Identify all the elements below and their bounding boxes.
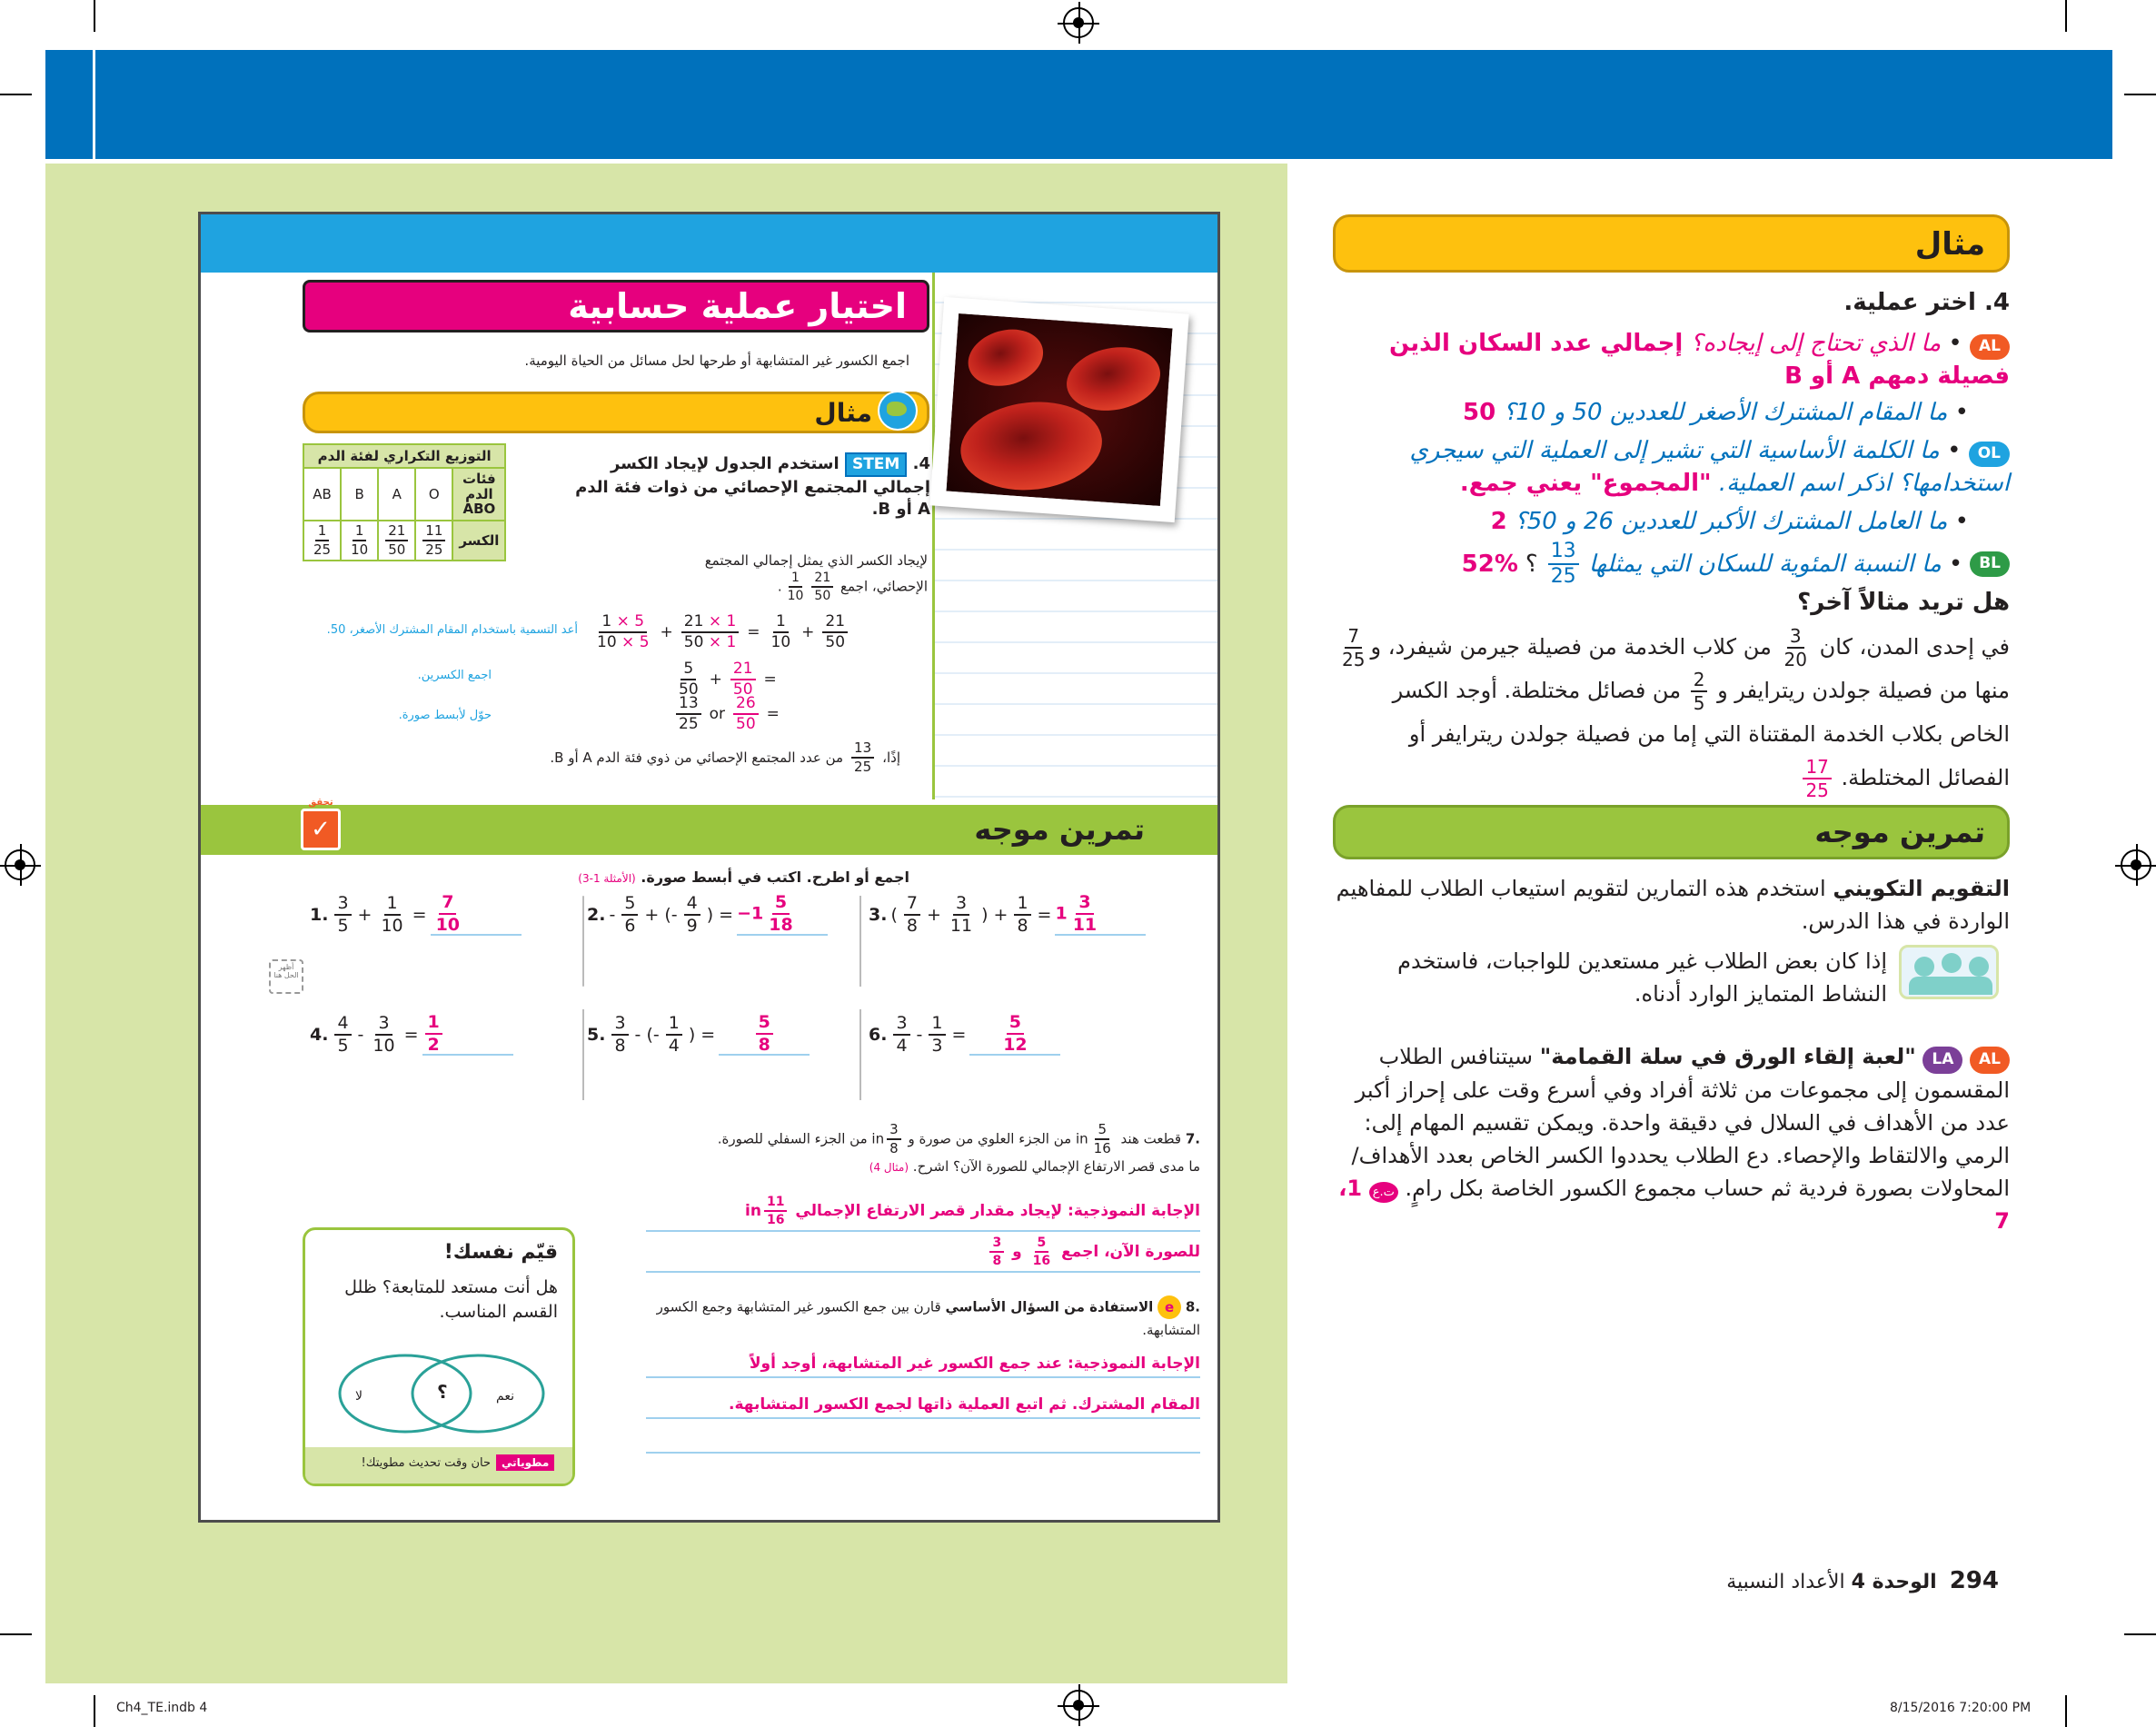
answer-line xyxy=(646,1452,1200,1454)
exercise-4: 4. $\frac{4}{5}$ - $\frac{3}{10}$ = $\frac{1}{2}$ xyxy=(310,1014,564,1056)
computation-step-1: $\frac{1 \times 5}{10 \times 5}$ + $\frac{21 \times 1}{50 \times 1}$ = $\frac{1}{10}$ + $\frac{21}{50}$ xyxy=(591,614,850,650)
divider xyxy=(859,1009,861,1100)
foldables-text: حان وقت تحديث مطويتك! xyxy=(361,1456,491,1470)
exercise-8-answer-2: المقام المشترك. ثم اتبع العملية ذاتها لجمع الكسور المتشابهة. xyxy=(646,1395,1200,1419)
tag-icon: ت.ع xyxy=(1369,1182,1398,1204)
registration-mark-right xyxy=(2121,849,2151,880)
foldables-bar xyxy=(305,1447,572,1484)
red-blood-cells-image xyxy=(946,313,1172,506)
fraction-o: $\frac{11}{25}$ xyxy=(415,521,452,561)
lesson-intro: اجمع الكسور غير المتشابهة أو طرحها لحل مسائل من الحياة اليومية. xyxy=(524,352,909,369)
question-ol-1: • ما المقام المشترك الأصغر للعددين 50 و 10؟ 50 xyxy=(1462,399,1969,426)
venn-no[interactable]: لا xyxy=(355,1389,363,1404)
stem-badge: STEM xyxy=(845,452,907,477)
file-name: Ch4_TE.indb 4 xyxy=(116,1701,208,1715)
problem-number: 4. xyxy=(912,454,930,473)
formative-assessment: التقويم التكويني استخدم هذه التمارين لتقويم استيعاب الطلاب للمفاهيم الواردة في هذا الدرس. xyxy=(1336,876,2010,934)
type-o: O xyxy=(415,468,452,521)
exercise-8-answer-1: الإجابة النموذجية: عند جمع الكسور غير المتشابهة، أوجد أولاً xyxy=(646,1355,1200,1378)
row-label-fraction: الكسر xyxy=(452,521,505,561)
type-b: B xyxy=(341,468,378,521)
lesson-title-banner xyxy=(303,280,929,332)
teacher-guided-bar xyxy=(1333,805,2010,859)
explain-line-1: لإيجاد الكسر الذي يمثل إجمالي المجتمع xyxy=(704,552,928,569)
exercise-2: 2. - $\frac{5}{6}$ + (- $\frac{4}{9}$ ) = −1 $\frac{5}{18}$ xyxy=(587,894,841,936)
computation-step-3: $\frac{13}{25}$ or $\frac{26}{50}$ = xyxy=(673,696,780,732)
exercise-7-answer-2: للصورة الآن، اجمع $\frac{5}{16}$ و $\frac{3}{8}$ xyxy=(646,1236,1200,1273)
explanation xyxy=(591,551,928,602)
teacher-guided-title: تمرين موجه xyxy=(1814,815,1985,849)
question-al: AL • ما الذي تحتاج إلى إيجاده؟ إجمالي عدد السكان الذين فصيلة دمهم A أو B xyxy=(1389,330,2010,391)
rate-text: هل أنت مستعد للمتابعة؟ ظلل القسم المناسب. xyxy=(344,1277,558,1322)
more-example-text: في إحدى المدن، كان $\frac{3}{20}$ من كلاب الخدمة من فصيلة جيرمن شيفرد، و $\frac{7}{25}$ منها من فصيلة جولدن ريترايفر و $\frac{2}{5}$ من فصائل مختلطة. أوجد الكسر الخاص بكلاب الخدمة المقتناة التي إما من فصيلة جولدن ريترايفر أو الفصائل المختلطة. $\frac{17}{25}$ xyxy=(1342,625,2010,801)
blood-type-table xyxy=(303,443,506,561)
exercise-5: 5. $\frac{3}{8}$ - (- $\frac{1}{4}$ ) = $\frac{5}{8}$ xyxy=(587,1014,841,1056)
exercise-7: .7 قطعت هند $\frac{5}{16}$ in من الجزء العلوي من صورة و $\frac{3}{8}$ in من الجزء السفلي للصورة. ما مدى قصر الارتفاع الإجمالي للصورة الآن؟ اشرح. (مثال 4) xyxy=(717,1121,1200,1175)
game-activity: AL LA "لعبة إلقاء الورق في سلة القمامة" سيتنافس الطلاب المقسمون إلى مجموعات من ثلاثة أفراد وفي أسرع وقت على إحراز أكبر عدد من الأهداف في السلال في دقيقة واحدة. ويمكن تقسيم المهام إلى: الرمي والالتقاط والإحصاء. دع الطلاب يحددوا الكسر الخاص بعدد الأهداف/المحاولات بصورة فردية ثم حساب مجموع الكسور الخاصة بكل رامٍ. ت.ع 1، 7 xyxy=(1338,1044,2010,1234)
unit-title: الأعداد النسبية xyxy=(1726,1571,1845,1593)
venn-question[interactable]: ؟ xyxy=(437,1381,448,1403)
example-problem xyxy=(560,452,930,521)
group-icon xyxy=(1899,945,1999,999)
essential-question-icon: e xyxy=(1157,1295,1181,1319)
fraction-b: $\frac{1}{10}$ xyxy=(341,521,378,561)
registration-mark-top xyxy=(1063,7,1094,38)
type-a: A xyxy=(378,468,415,521)
student-page xyxy=(198,212,1220,1523)
type-ab: AB xyxy=(303,468,341,521)
pill-al: AL xyxy=(1970,334,2010,360)
teacher-example-label: مثال xyxy=(1914,226,1985,263)
foldables-label: مطوياتي xyxy=(496,1454,554,1471)
exercise-7-answer-1: الإجابة النموذجية: لإيجاد مقدار قصر الارتفاع الإجمالي $\frac{11}{16}$ in xyxy=(646,1196,1200,1232)
guided-instructions: اجمع أو اطرح. اكتب في أبسط صورة. (الأمثلة 1-3) xyxy=(578,868,909,886)
divider xyxy=(859,896,861,987)
divider xyxy=(582,896,584,987)
computation-step-2: $\frac{5}{50}$ + $\frac{21}{50}$ = xyxy=(679,660,777,699)
fraction-ab: $\frac{1}{25}$ xyxy=(303,521,341,561)
conclusion: إذًا، $\frac{13}{25}$ من عدد المجتمع الإحصائي من ذوي فئة الدم A أو B. xyxy=(550,739,900,775)
student-page-header xyxy=(201,214,1217,273)
row-label-types: فئات الدم ABO xyxy=(452,468,505,521)
note-simplify: حوّل لأبسط صورة. xyxy=(398,709,492,722)
exercise-8: .8 e الاستفادة من السؤال الأساسي قارن بين جمع الكسور غير المتشابهة وجمع الكسور المتشابهة. xyxy=(646,1295,1200,1341)
teacher-item-title: 4. اختر عملية. xyxy=(1843,289,2010,316)
problem-text: استخدم الجدول لإيجاد الكسر إجمالي المجتمع الإحصائي من ذوات فئة الدم A أو B. xyxy=(575,454,930,520)
example-label: مثال xyxy=(814,398,872,428)
venn-yes[interactable]: نعم xyxy=(496,1389,514,1404)
question-bl: BL • ما النسبة المئوية للسكان التي يمثلها $\frac{13}{25}$ ؟ 52% xyxy=(1333,541,2010,587)
more-example-title: هل تريد مثالاً آخر؟ xyxy=(1797,589,2010,616)
lesson-title: اختيار عملية حسابية xyxy=(568,286,907,326)
divider xyxy=(582,1009,584,1100)
show-work-icon: أظهر الحل هنا xyxy=(269,959,303,994)
guided-practice-title: تمرين موجه xyxy=(974,812,1145,847)
teacher-example-bar xyxy=(1333,214,2010,273)
question-ol-2: OL • ما الكلمة الأساسية التي تشير إلى العملية التي سيجري استخدامها؟ اذكر اسم العملية. "المجموع" يعني جمع. xyxy=(1409,437,2010,498)
pill-al-2: AL xyxy=(1970,1047,2010,1074)
page-footer xyxy=(1526,1567,1999,1594)
example-bar xyxy=(303,392,929,433)
guided-practice-bar xyxy=(201,798,1217,855)
exercise-6: 6. $\frac{3}{4}$ - $\frac{1}{3}$ = $\frac{5}{12}$ xyxy=(869,1014,1123,1056)
rate-yourself-box xyxy=(303,1227,575,1486)
question-ol-3: • ما العامل المشترك الأكبر للعددين 26 و 50؟ 2 xyxy=(1490,508,1969,535)
unit-label: الوحدة 4 xyxy=(1851,1571,1937,1593)
pill-bl: BL xyxy=(1970,551,2010,577)
exercise-3: 3. ( $\frac{7}{8}$ + $\frac{3}{11}$ ) + $\frac{1}{8}$ = 1 $\frac{3}{11}$ xyxy=(869,894,1214,936)
pill-ol: OL xyxy=(1969,442,2010,467)
exercise-1: 1. $\frac{3}{5}$ + $\frac{1}{10}$ = $\frac{7}{10}$ xyxy=(310,894,564,936)
pill-la: LA xyxy=(1923,1047,1962,1074)
blood-cells-photo xyxy=(929,297,1188,522)
check-label: تحقق xyxy=(308,798,333,808)
explain-line-2: الإحصائي، اجمع $\frac{21}{50}$ $\frac{1}{10}$ . xyxy=(777,570,928,603)
table-title: التوزيع التكراري لفئة الدم xyxy=(303,444,505,468)
top-band xyxy=(45,50,2112,159)
registration-mark-bottom xyxy=(1063,1690,1094,1721)
globe-icon xyxy=(878,391,918,431)
fraction-a: $\frac{21}{50}$ xyxy=(378,521,415,561)
note-rename: أعد التسمية باستخدام المقام المشترك الأصغر، 50. xyxy=(326,623,578,637)
check-icon: ✓ xyxy=(301,809,341,850)
note-add: اجمع الكسرين. xyxy=(417,669,492,682)
differentiation-text: إذا كان بعض الطلاب غير مستعدين للواجبات، فاستخدم النشاط المتمايز الوارد أدناه. xyxy=(1397,948,1887,1007)
registration-mark-left xyxy=(5,849,35,880)
rate-title: قيّم نفسك! xyxy=(443,1241,558,1264)
page-number: 294 xyxy=(1949,1567,1999,1594)
print-datetime: 8/15/2016 7:20:00 PM xyxy=(1890,1701,2032,1715)
